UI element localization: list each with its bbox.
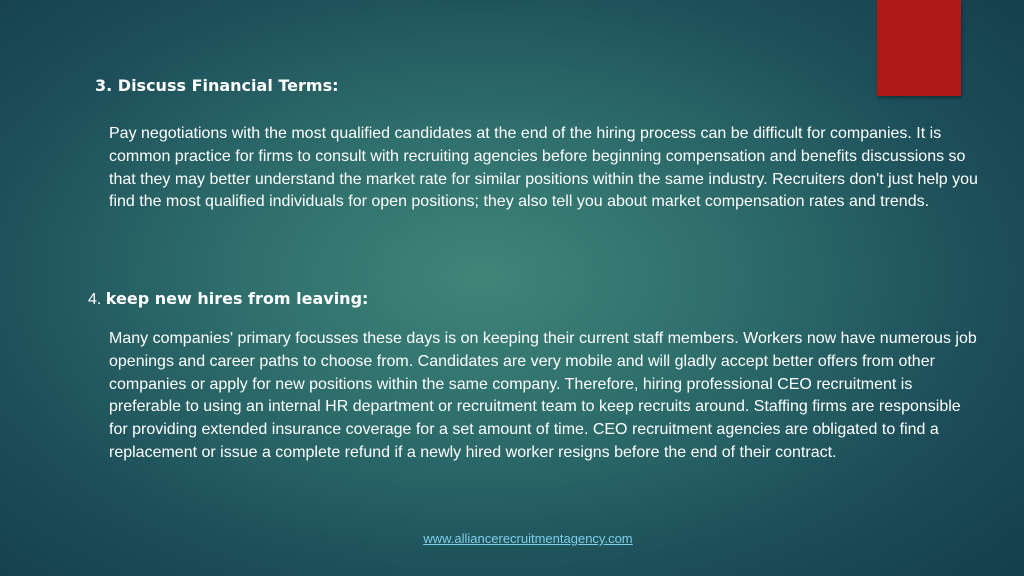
website-link[interactable]: www.alliancerecruitmentagency.com [423, 531, 633, 546]
section-4-heading [88, 289, 368, 309]
section-4-title: keep new hires from leaving: [105, 289, 369, 308]
section-4-number: 4. [88, 291, 102, 308]
section-3-heading: 3. Discuss Financial Terms: [95, 76, 339, 95]
section-3-body: Pay negotiations with the most qualified candidates at the end of the hiring process can be difficult for companies. It is common practice for firms to consult with recruiting agencies before beginning compensation and benefits discussions so that they may better understand the market rate for similar positions within the same industry. Recruiters don't just help you find the most qualified individuals for open positions; they also tell you about market compensation rates and trends. [109, 125, 978, 211]
red-accent-tab [877, 0, 961, 96]
section-4-body: Many companies' primary focusses these days is on keeping their current staff members. Workers now have numerous job openings and career paths to choose from. Candidates are very mobile and will gladly accept better offers from other companies or apply for new positions within the same company. Therefore, hiring professional CEO recruitment is preferable to using an internal HR department or recruitment team to keep recruits around. Staffing firms are responsible for providing extended insurance coverage for a set amount of time. CEO recruitment agencies are obligated to find a replacement or issue a complete refund if a newly hired worker resigns before the end of their contract. [109, 330, 977, 461]
